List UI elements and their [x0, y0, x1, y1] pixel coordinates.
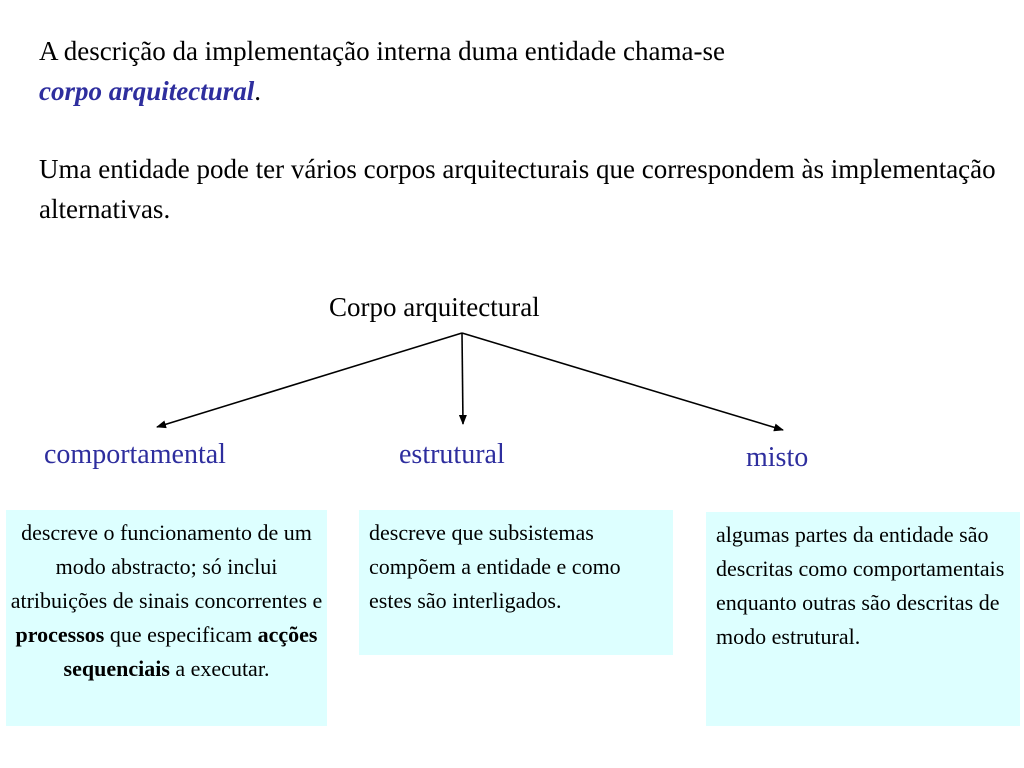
comportamental-description-box: [6, 510, 327, 726]
arrow-to-estrutural: [462, 333, 463, 424]
arrow-to-misto: [462, 333, 783, 430]
comportamental-desc-part-3: a executar.: [169, 656, 270, 681]
misto-label: misto: [746, 442, 809, 473]
intro-p1-end: .: [254, 76, 262, 106]
comportamental-desc-part-2: que especificam: [104, 622, 258, 647]
intro-paragraph-2: Uma entidade pode ter vários corpos arquitecturais que correspondem às implementação alternativas.: [39, 154, 996, 224]
comportamental-desc-part-1: descreve o funcionamento de um modo abstracto; só inclui atribuições de sinais concorrentes e: [10, 520, 323, 613]
misto-description-box: [706, 512, 1020, 726]
corpo-arquitectural-term: corpo arquitectural: [39, 76, 255, 106]
intro-p1-text: A descrição da implementação interna duma entidade chama-se: [39, 36, 725, 66]
comportamental-desc-accoes-sequenciais: acções sequenciais: [63, 622, 318, 681]
estrutural-description: descreve que subsistemas compõem a entidade e como estes são interligados.: [369, 520, 621, 613]
root-node-label: Corpo arquitectural: [329, 292, 540, 322]
estrutural-description-box: [359, 510, 673, 655]
comportamental-label: comportamental: [44, 439, 226, 470]
estrutural-label: estrutural: [399, 439, 505, 470]
arrow-to-comportamental: [157, 333, 462, 427]
misto-description: algumas partes da entidade são descritas como comportamentais enquanto outras são descritas de modo estrutural.: [716, 522, 1005, 649]
comportamental-desc-processos: processos: [15, 622, 105, 647]
